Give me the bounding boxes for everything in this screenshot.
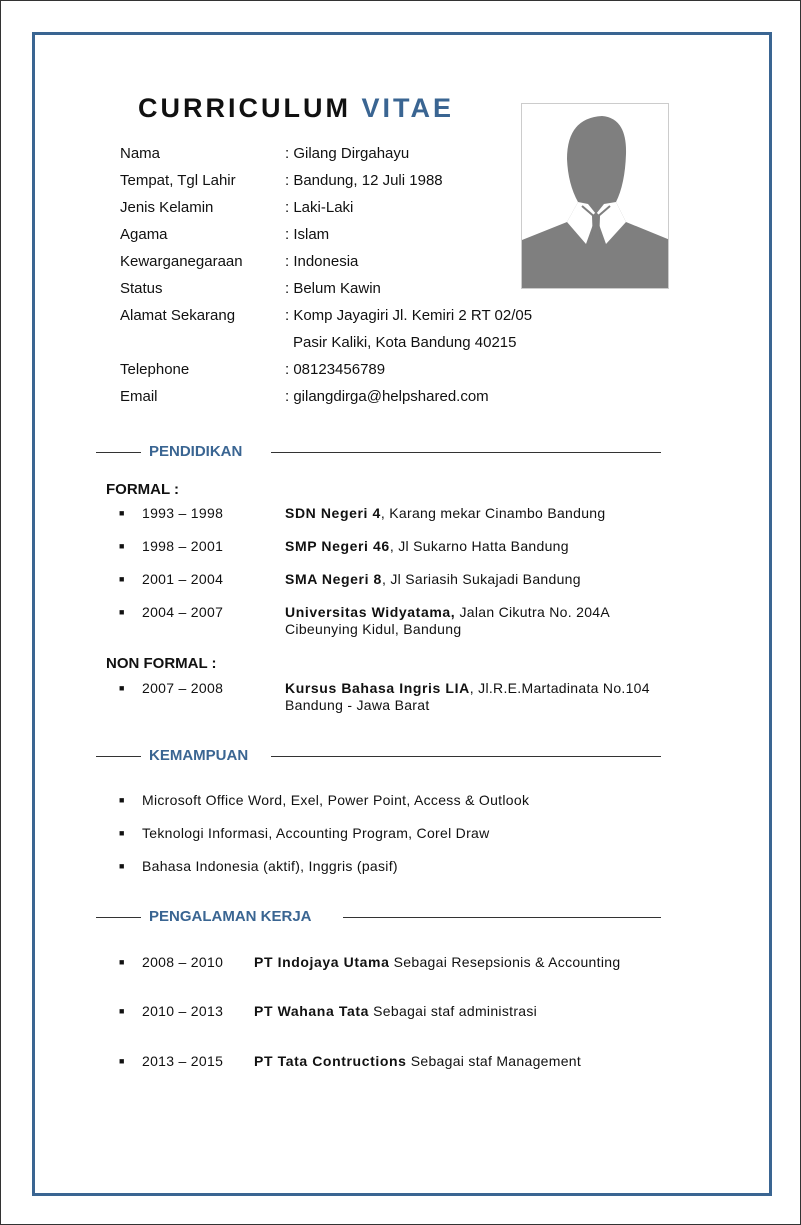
section-title-pengalaman: PENGALAMAN KERJA bbox=[149, 908, 312, 925]
info-label: Alamat Sekarang bbox=[120, 307, 236, 324]
info-value: : Belum Kawin bbox=[285, 280, 381, 297]
title-part2: VITAE bbox=[361, 93, 455, 123]
edu-detail bbox=[285, 538, 569, 554]
school-detail: Jalan Cikutra No. 204A bbox=[455, 604, 611, 620]
info-value: : 08123456789 bbox=[285, 361, 386, 378]
edu-years: 1993 – 1998 bbox=[142, 505, 224, 521]
info-value: : Laki-Laki bbox=[285, 199, 354, 216]
skill-item: Bahasa Indonesia (aktif), Inggris (pasif) bbox=[142, 858, 398, 874]
job-role: Sebagai Resepsionis & Accounting bbox=[389, 954, 621, 970]
bullet-icon: ■ bbox=[119, 1056, 125, 1066]
edu-years: 2007 – 2008 bbox=[142, 680, 224, 696]
job-role: Sebagai staf Management bbox=[406, 1053, 582, 1069]
job-years: 2013 – 2015 bbox=[142, 1053, 224, 1069]
divider bbox=[96, 452, 141, 453]
bullet-icon: ■ bbox=[119, 541, 125, 551]
edu-detail bbox=[285, 571, 581, 587]
title-part1: CURRICULUM bbox=[138, 93, 351, 123]
bullet-icon: ■ bbox=[119, 828, 125, 838]
school-detail: , Karang mekar Cinambo Bandung bbox=[380, 505, 606, 521]
school-detail: , Jl Sariasih Sukajadi Bandung bbox=[381, 571, 581, 587]
skill-item: Microsoft Office Word, Exel, Power Point, Access & Outlook bbox=[142, 792, 530, 808]
edu-years: 2004 – 2007 bbox=[142, 604, 224, 620]
bullet-icon: ■ bbox=[119, 861, 125, 871]
info-label: Agama bbox=[120, 226, 168, 243]
edu-years: 1998 – 2001 bbox=[142, 538, 224, 554]
job-detail bbox=[254, 1003, 537, 1019]
person-silhouette-icon bbox=[522, 104, 669, 289]
info-value: : Bandung, 12 Juli 1988 bbox=[285, 172, 443, 189]
skill-item: Teknologi Informasi, Accounting Program, Corel Draw bbox=[142, 825, 490, 841]
bullet-icon: ■ bbox=[119, 574, 125, 584]
school-detail-2: Cibeunying Kidul, Bandung bbox=[285, 621, 462, 637]
divider bbox=[271, 452, 661, 453]
info-value: : Komp Jayagiri Jl. Kemiri 2 RT 02/05 bbox=[285, 307, 533, 324]
job-detail bbox=[254, 1053, 581, 1069]
school-detail: , Jl Sukarno Hatta Bandung bbox=[389, 538, 569, 554]
job-detail bbox=[254, 954, 620, 970]
formal-label: FORMAL : bbox=[106, 481, 180, 498]
school-name: Universitas Widyatama, bbox=[285, 604, 456, 620]
bullet-icon: ■ bbox=[119, 508, 125, 518]
divider bbox=[96, 917, 141, 918]
edu-detail bbox=[285, 505, 605, 521]
nonformal-label: NON FORMAL : bbox=[106, 655, 217, 672]
profile-photo-placeholder bbox=[521, 103, 669, 289]
info-label: Kewarganegaraan bbox=[120, 253, 243, 270]
school-name: SMP Negeri 46 bbox=[285, 538, 390, 554]
info-value: : Gilang Dirgahayu bbox=[285, 145, 410, 162]
school-detail: , Jl.R.E.Martadinata No.104 bbox=[469, 680, 650, 696]
section-title-pendidikan: PENDIDIKAN bbox=[149, 443, 243, 460]
school-name: SDN Negeri 4 bbox=[285, 505, 381, 521]
company-name: PT Tata Contructions bbox=[254, 1053, 407, 1069]
info-label: Tempat, Tgl Lahir bbox=[120, 172, 236, 189]
school-detail-2: Bandung - Jawa Barat bbox=[285, 697, 430, 713]
edu-years: 2001 – 2004 bbox=[142, 571, 224, 587]
info-value: : Islam bbox=[285, 226, 330, 243]
edu-detail bbox=[285, 604, 610, 620]
divider bbox=[271, 756, 661, 757]
info-label: Email bbox=[120, 388, 158, 405]
company-name: PT Wahana Tata bbox=[254, 1003, 369, 1019]
bullet-icon: ■ bbox=[119, 607, 125, 617]
company-name: PT Indojaya Utama bbox=[254, 954, 390, 970]
page-title bbox=[138, 93, 454, 124]
job-role: Sebagai staf administrasi bbox=[368, 1003, 538, 1019]
school-name: Kursus Bahasa Ingris LIA bbox=[285, 680, 470, 696]
info-label: Jenis Kelamin bbox=[120, 199, 214, 216]
bullet-icon: ■ bbox=[119, 795, 125, 805]
edu-detail bbox=[285, 680, 650, 696]
job-years: 2008 – 2010 bbox=[142, 954, 224, 970]
divider bbox=[343, 917, 661, 918]
info-label: Status bbox=[120, 280, 163, 297]
info-value: : Indonesia bbox=[285, 253, 359, 270]
school-name: SMA Negeri 8 bbox=[285, 571, 382, 587]
section-title-kemampuan: KEMAMPUAN bbox=[149, 747, 249, 764]
info-label: Nama bbox=[120, 145, 161, 162]
job-years: 2010 – 2013 bbox=[142, 1003, 224, 1019]
info-value: Pasir Kaliki, Kota Bandung 40215 bbox=[293, 334, 517, 351]
bullet-icon: ■ bbox=[119, 683, 125, 693]
info-label: Telephone bbox=[120, 361, 190, 378]
info-value: : gilangdirga@helpshared.com bbox=[285, 388, 489, 405]
bullet-icon: ■ bbox=[119, 1006, 125, 1016]
bullet-icon: ■ bbox=[119, 957, 125, 967]
divider bbox=[96, 756, 141, 757]
